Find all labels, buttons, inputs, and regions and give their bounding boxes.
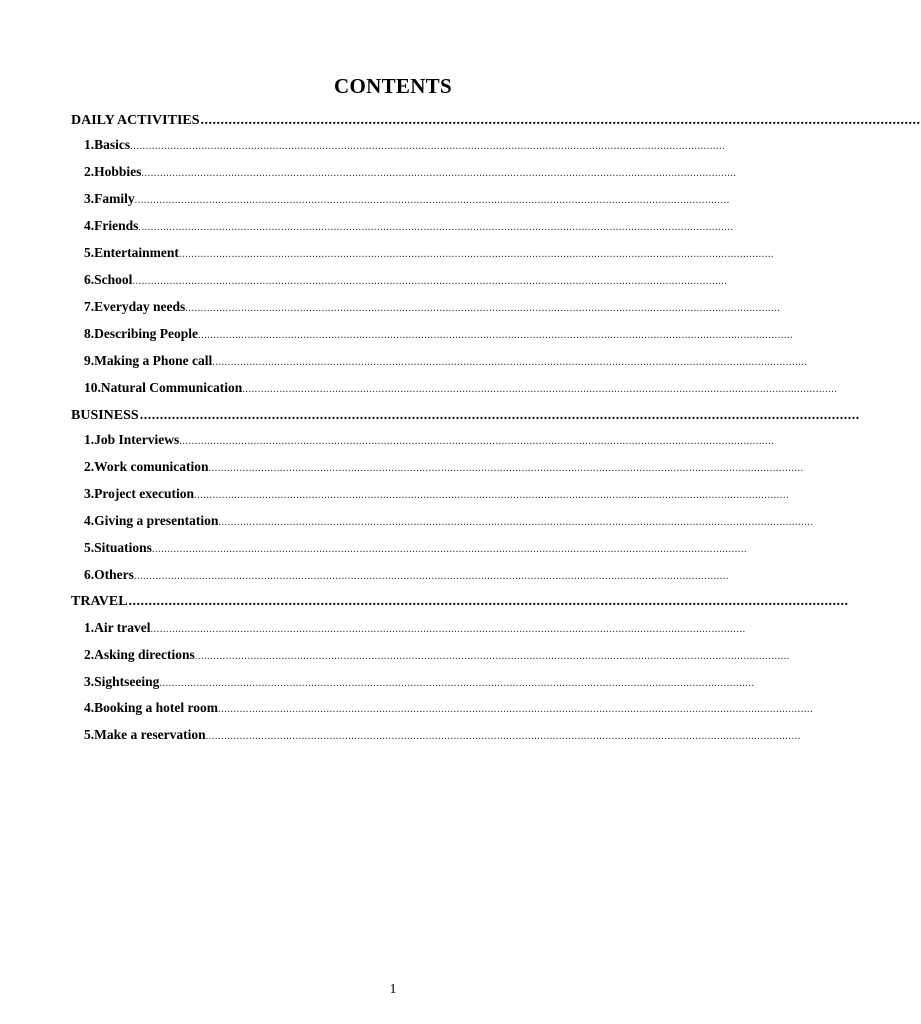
toc-item-work-comunication[interactable] <box>84 459 804 477</box>
dot-leader: ................................................................................................................................................................................................ <box>198 330 794 341</box>
toc-item-make-a-reservation[interactable] <box>84 727 801 745</box>
item-number: 6. <box>84 567 95 582</box>
item-label: Work comunication <box>94 459 209 474</box>
section-label: TRAVEL <box>71 594 128 609</box>
item-number: 5. <box>84 540 95 555</box>
dot-leader: ................................................................................................................................................................................................ <box>193 490 790 501</box>
dot-leader: ................................................................................................................................................................................................ <box>179 436 775 447</box>
dot-leader: ................................................................................................................................................................................................ <box>242 384 838 395</box>
dot-leader: ................................................................................................................................................................................................ <box>159 678 755 689</box>
dot-leader: .................................................................................................................................................................................... <box>200 113 921 128</box>
item-label: Everyday needs <box>94 299 186 314</box>
dot-leader: ................................................................................................................................................................................................ <box>138 222 734 233</box>
item-number: 3. <box>84 674 95 689</box>
dot-leader: .................................................................................................................................................................................... <box>128 594 849 609</box>
dot-leader: ................................................................................................................................................................................................ <box>150 624 746 635</box>
item-number: 5. <box>84 727 95 742</box>
item-number: 2. <box>84 459 95 474</box>
toc-item-situations[interactable] <box>84 540 748 558</box>
dot-leader: ................................................................................................................................................................................................ <box>208 463 804 474</box>
toc-section-daily-activities[interactable] <box>71 113 921 131</box>
toc-item-booking-a-hotel-room[interactable] <box>84 700 814 718</box>
item-label: Job Interviews <box>94 432 180 447</box>
item-label: Natural Communication <box>100 380 243 395</box>
toc-item-friends[interactable] <box>84 218 734 236</box>
dot-leader: ................................................................................................................................................................................................ <box>218 704 814 715</box>
toc-item-school[interactable] <box>84 272 728 290</box>
item-number: 4. <box>84 700 95 715</box>
dot-leader: ................................................................................................................................................................................................ <box>130 141 726 152</box>
item-label: Sightseeing <box>94 674 160 689</box>
item-label: Entertainment <box>94 245 179 260</box>
toc-item-describing-people[interactable] <box>84 326 794 344</box>
dot-leader: ................................................................................................................................................................................................ <box>194 651 790 662</box>
item-number: 10. <box>84 380 101 395</box>
item-number: 3. <box>84 191 95 206</box>
item-number: 1. <box>84 137 95 152</box>
section-label: DAILY ACTIVITIES <box>71 113 200 128</box>
item-number: 4. <box>84 218 95 233</box>
toc-item-family[interactable] <box>84 191 730 209</box>
item-label: Booking a hotel room <box>94 700 219 715</box>
item-number: 5. <box>84 245 95 260</box>
item-label: Situations <box>94 540 152 555</box>
dot-leader: ................................................................................................................................................................................................ <box>218 517 814 528</box>
dot-leader: ................................................................................................................................................................................................ <box>212 357 808 368</box>
toc-item-giving-a-presentation[interactable] <box>84 513 814 531</box>
item-label: School <box>94 272 133 287</box>
dot-leader: ................................................................................................................................................................................................ <box>178 249 775 260</box>
item-label: Make a reservation <box>94 727 206 742</box>
toc-item-making-a-phone-call[interactable] <box>84 353 808 371</box>
toc-item-project-execution[interactable] <box>84 486 790 504</box>
item-label: Friends <box>94 218 139 233</box>
dot-leader: ................................................................................................................................................................................................ <box>151 544 748 555</box>
item-label: Asking directions <box>94 647 195 662</box>
toc-item-natural-communication[interactable] <box>84 380 838 398</box>
item-label: Air travel <box>94 620 151 635</box>
toc-item-everyday-needs[interactable] <box>84 299 781 317</box>
toc-item-job-interviews[interactable] <box>84 432 775 450</box>
item-number: 2. <box>84 164 95 179</box>
toc-item-asking-directions[interactable] <box>84 647 790 665</box>
section-label: BUSINESS <box>71 408 139 423</box>
dot-leader: ................................................................................................................................................................................................ <box>134 195 730 206</box>
item-number: 9. <box>84 353 95 368</box>
item-label: Project execution <box>94 486 194 501</box>
item-number: 1. <box>84 620 95 635</box>
item-label: Giving a presentation <box>94 513 219 528</box>
item-number: 8. <box>84 326 95 341</box>
item-label: Others <box>94 567 134 582</box>
page-number: 1 <box>389 982 397 997</box>
item-number: 4. <box>84 513 95 528</box>
toc-item-basics[interactable] <box>84 137 726 155</box>
item-label: Hobbies <box>94 164 142 179</box>
dot-leader: ................................................................................................................................................................................................ <box>132 276 728 287</box>
toc-item-entertainment[interactable] <box>84 245 775 263</box>
toc-item-hobbies[interactable] <box>84 164 737 182</box>
toc-item-air-travel[interactable] <box>84 620 746 638</box>
item-label: Making a Phone call <box>94 353 213 368</box>
dot-leader: ................................................................................................................................................................................................ <box>205 731 801 742</box>
item-number: 1. <box>84 432 95 447</box>
item-label: Describing People <box>94 326 198 341</box>
toc-section-business[interactable] <box>71 408 860 426</box>
item-label: Basics <box>94 137 131 152</box>
item-number: 7. <box>84 299 95 314</box>
toc-section-travel[interactable] <box>71 594 849 612</box>
item-number: 3. <box>84 486 95 501</box>
dot-leader: ................................................................................................................................................................................................ <box>185 303 781 314</box>
dot-leader: .................................................................................................................................................................................... <box>139 408 860 423</box>
item-number: 2. <box>84 647 95 662</box>
page-title: CONTENTS <box>334 74 452 98</box>
item-number: 6. <box>84 272 95 287</box>
dot-leader: ................................................................................................................................................................................................ <box>133 571 730 582</box>
dot-leader: ................................................................................................................................................................................................ <box>141 168 737 179</box>
toc-item-others[interactable] <box>84 567 730 585</box>
toc-item-sightseeing[interactable] <box>84 674 755 692</box>
item-label: Family <box>94 191 135 206</box>
